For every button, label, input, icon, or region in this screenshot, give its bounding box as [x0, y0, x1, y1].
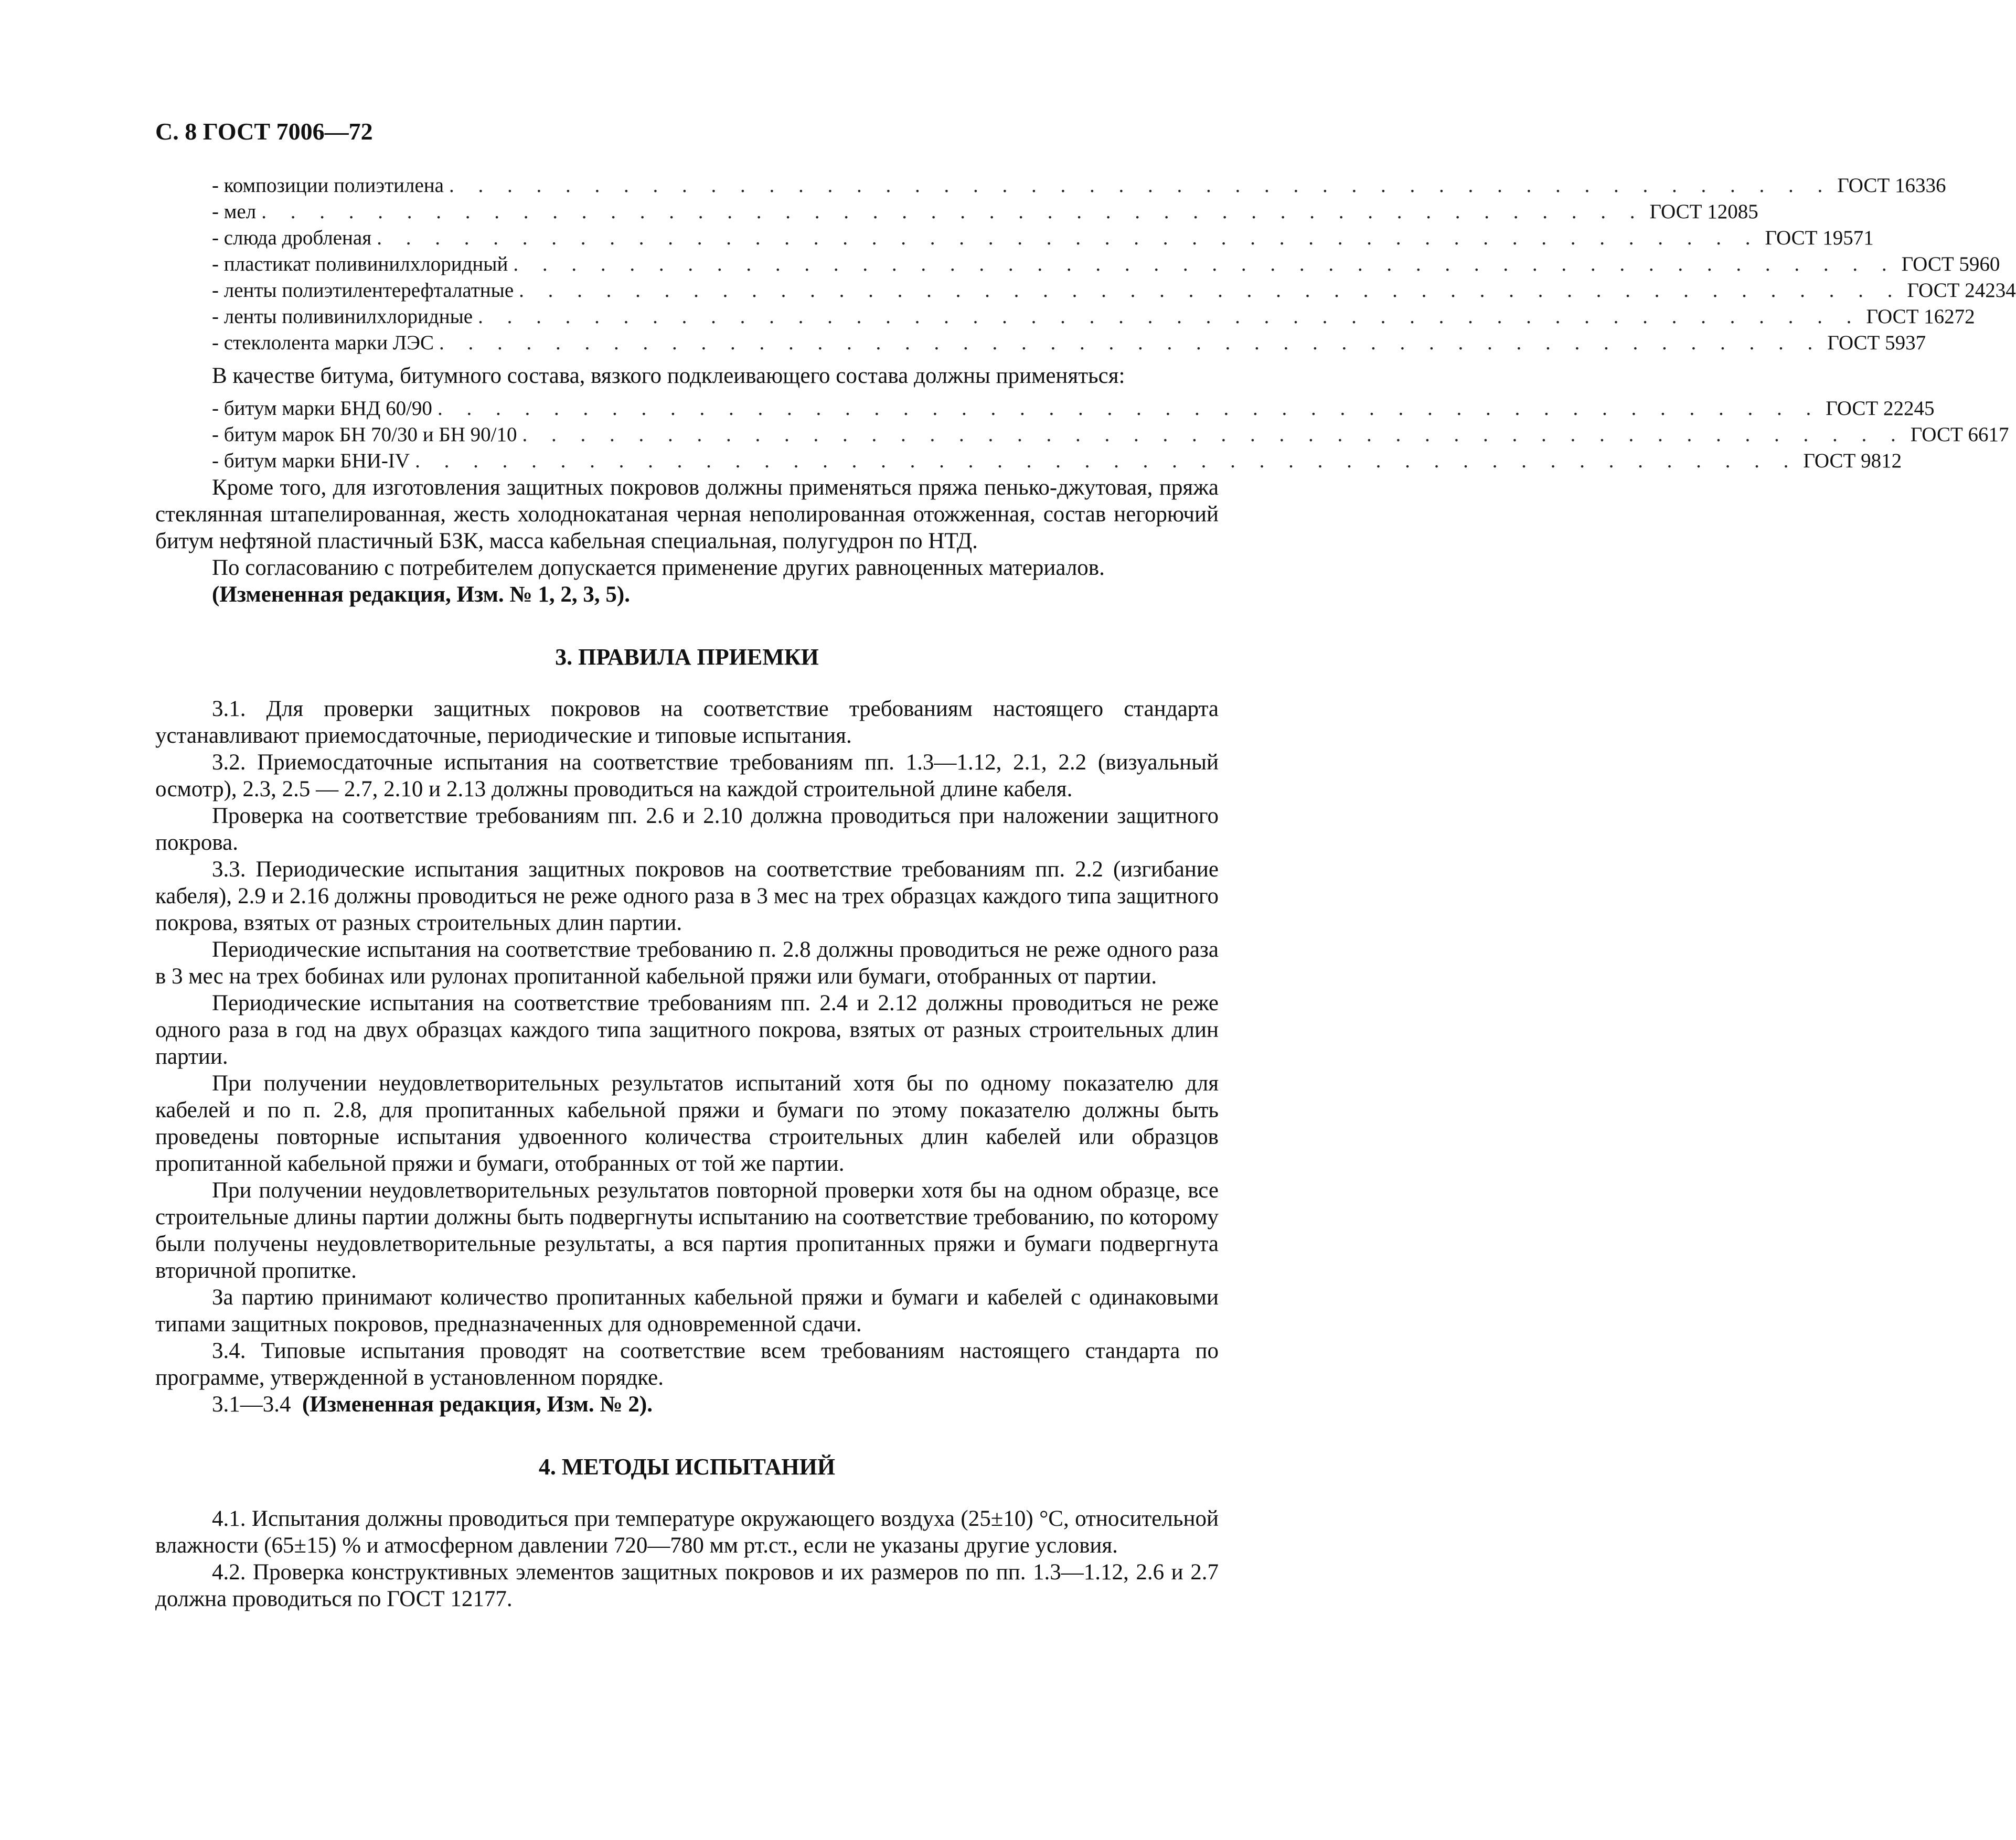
paragraph-3-3e: При получении неудовлетворительных результатов повторной проверки хотя бы на одном образце, все строительные длины партии должны быть подвергнуты испытанию на соответствие требованию, по которому были получены неудовлетворительные результаты, а вся партия пропитанных пряжи и бумаги подвергнута вторичной пропитке. [155, 1178, 1219, 1283]
paragraph-3-3b: Периодические испытания на соответствие требованию п. 2.8 должны проводиться не реже одного раза в 3 мес на трех бобинах или рулонах пропитанной кабельной пряжи или бумаги, отобранных от партии. [155, 937, 1219, 989]
material-name: - ленты поливинилхлоридные [212, 305, 473, 328]
paragraph-4-2: 4.2. Проверка конструктивных элементов защитных покровов и их размеров по пп. 1.3—1.12, 2.6 и 2.7 должна проводиться по ГОСТ 12177. [155, 1560, 1219, 1611]
paragraph-besides: Кроме того, для изготовления защитных покровов должны применяться пряжа пенько-джутовая, пряжа стеклянная штапелированная, жесть холоднокатаная черная неполированная отожженная, состав негорючий битум нефтяной пластичный БЗК, масса кабельная специальная, полугудрон по НТД. [155, 475, 1219, 553]
standard-ref: ГОСТ 9812 [1803, 450, 1902, 472]
amendment-note-3 [155, 1391, 1219, 1418]
material-name: - битум марки БНД 60/90 [212, 397, 432, 420]
material-name: - стеклолента марки ЛЭС [212, 331, 434, 354]
paragraph-3-3d: При получении неудовлетворительных результатов испытаний хотя бы по одному показателю для кабелей и по п. 2.8, для пропитанных кабельной пряжи и бумаги по этому показателю должны быть проведены повторные испытания удвоенного количества строительных длин кабелей или образцов пропитанной кабельной пряжи и бумаги, отобранных от той же партии. [155, 1071, 1219, 1176]
running-head: С. 8 ГОСТ 7006—72 [155, 118, 373, 145]
leader-dots: . . . . . . . . . . . . . . . . . . . . . . . . . . . . . . . . . . . . . . . . . . . . . . . . [437, 397, 1821, 420]
standard-ref: ГОСТ 5937 [1827, 331, 1926, 354]
standard-ref: ГОСТ 16336 [1837, 174, 1946, 197]
list-item [155, 422, 2009, 448]
leader-dots: . . . . . . . . . . . . . . . . . . . . . . . . . . . . . . . . . . . . . . . . . . . . . . . . [377, 227, 1760, 249]
list-item [155, 277, 2016, 304]
leader-dots: . . . . . . . . . . . . . . . . . . . . . . . . . . . . . . . . . . . . . . . . . . . . . . . . [522, 423, 1905, 446]
standard-ref: ГОСТ 19571 [1765, 227, 1874, 249]
paragraph-3-3f: За партию принимают количество пропитанных кабельной пряжи и бумаги и кабелей с одинаковыми типами защитных покровов, предназначенных для одновременной сдачи. [155, 1285, 1219, 1336]
leader-dots: . . . . . . . . . . . . . . . . . . . . . . . . . . . . . . . . . . . . . . . . . . . . . . . . [449, 174, 1832, 197]
paragraph-3-2: 3.2. Приемосдаточные испытания на соответствие требованиям пп. 1.3—1.12, 2.1, 2.2 (визуальный осмотр), 2.3, 2.5 — 2.7, 2.10 и 2.13 должны проводиться на каждой строительной длине кабеля. [155, 750, 1219, 801]
list-item [155, 173, 1946, 199]
material-name: - мел [212, 200, 257, 223]
leader-dots: . . . . . . . . . . . . . . . . . . . . . . . . . . . . . . . . . . . . . . . . . . . . . . . . [261, 200, 1645, 223]
material-name: - композиции полиэтилена [212, 174, 444, 197]
list-item [155, 448, 1902, 474]
leader-dots: . . . . . . . . . . . . . . . . . . . . . . . . . . . . . . . . . . . . . . . . . . . . . . . . [519, 279, 1902, 302]
bitumen-intro: В качестве битума, битумного состава, вязкого подклеивающего состава должны применяться: [212, 363, 1125, 388]
section-4-title: 4. МЕТОДЫ ИСПЫТАНИЙ [538, 1454, 836, 1480]
note-text: (Измененная редакция, Изм. № 2). [302, 1392, 653, 1417]
leader-dots: . . . . . . . . . . . . . . . . . . . . . . . . . . . . . . . . . . . . . . . . . . . . . . . . [478, 305, 1861, 328]
document-page [155, 118, 2016, 1612]
list-item [155, 330, 1926, 356]
material-name: - пластикат поливинилхлоридный [212, 253, 508, 275]
list-item [155, 304, 1975, 330]
paragraph-agreement: По согласованию с потребителем допускается применение других равноценных материалов. [212, 555, 1105, 580]
material-name: - ленты полиэтилентерефталатные [212, 279, 514, 302]
paragraph-3-3c: Периодические испытания на соответствие требованиям пп. 2.4 и 2.12 должны проводиться не реже одного раза в год на двух образцах каждого типа защитного покрова, взятых от разных строительных длин партии. [155, 991, 1219, 1069]
amendment-note: (Измененная редакция, Изм. № 1, 2, 3, 5). [212, 582, 630, 607]
leader-dots: . . . . . . . . . . . . . . . . . . . . . . . . . . . . . . . . . . . . . . . . . . . . . . . . [439, 331, 1822, 354]
standard-ref: ГОСТ 5960 [1901, 253, 2000, 275]
list-item [155, 395, 1935, 422]
paragraph-3-2b: Проверка на соответствие требованиям пп. 2.6 и 2.10 должна проводиться при наложении защитного покрова. [155, 804, 1219, 855]
standard-ref: ГОСТ 6617 [1910, 423, 2009, 446]
leader-dots: . . . . . . . . . . . . . . . . . . . . . . . . . . . . . . . . . . . . . . . . . . . . . . . . [415, 450, 1798, 472]
standard-ref: ГОСТ 16272 [1866, 305, 1975, 328]
note-reference: 3.1—3.4 [212, 1392, 291, 1417]
list-item [155, 251, 2000, 277]
bitumen-list [155, 395, 2009, 474]
material-name: - битум марок БН 70/30 и БН 90/10 [212, 423, 517, 446]
paragraph-3-4: 3.4. Типовые испытания проводят на соответствие всем требованиям настоящего стандарта по программе, утвержденной в установленном порядке. [155, 1339, 1219, 1390]
materials-list [155, 173, 2016, 356]
material-name: - слюда дробленая [212, 227, 372, 249]
list-item [155, 199, 1758, 225]
list-item [155, 225, 1874, 251]
standard-ref: ГОСТ 24234 [1907, 279, 2016, 302]
leader-dots: . . . . . . . . . . . . . . . . . . . . . . . . . . . . . . . . . . . . . . . . . . . . . . . . [513, 253, 1896, 275]
standard-ref: ГОСТ 12085 [1649, 200, 1758, 223]
paragraph-3-1: 3.1. Для проверки защитных покровов на соответствие требованиям настоящего стандарта устанавливают приемосдаточные, периодические и типовые испытания. [155, 697, 1219, 748]
paragraph-3-3: 3.3. Периодические испытания защитных покровов на соответствие требованиям пп. 2.2 (изгибание кабеля), 2.9 и 2.16 должны проводиться не реже одного раза в 3 мес на трех образцах каждого типа защитного покрова, взятых от разных строительных длин партии. [155, 857, 1219, 935]
standard-ref: ГОСТ 22245 [1826, 397, 1935, 420]
material-name: - битум марки БНИ-IV [212, 450, 410, 472]
section-3-title: 3. ПРАВИЛА ПРИЕМКИ [555, 644, 819, 670]
paragraph-4-1: 4.1. Испытания должны проводиться при температуре окружающего воздуха (25±10) °С, относительной влажности (65±15) % и атмосферном давлении 720—780 мм рт.ст., если не указаны другие условия. [155, 1506, 1219, 1558]
